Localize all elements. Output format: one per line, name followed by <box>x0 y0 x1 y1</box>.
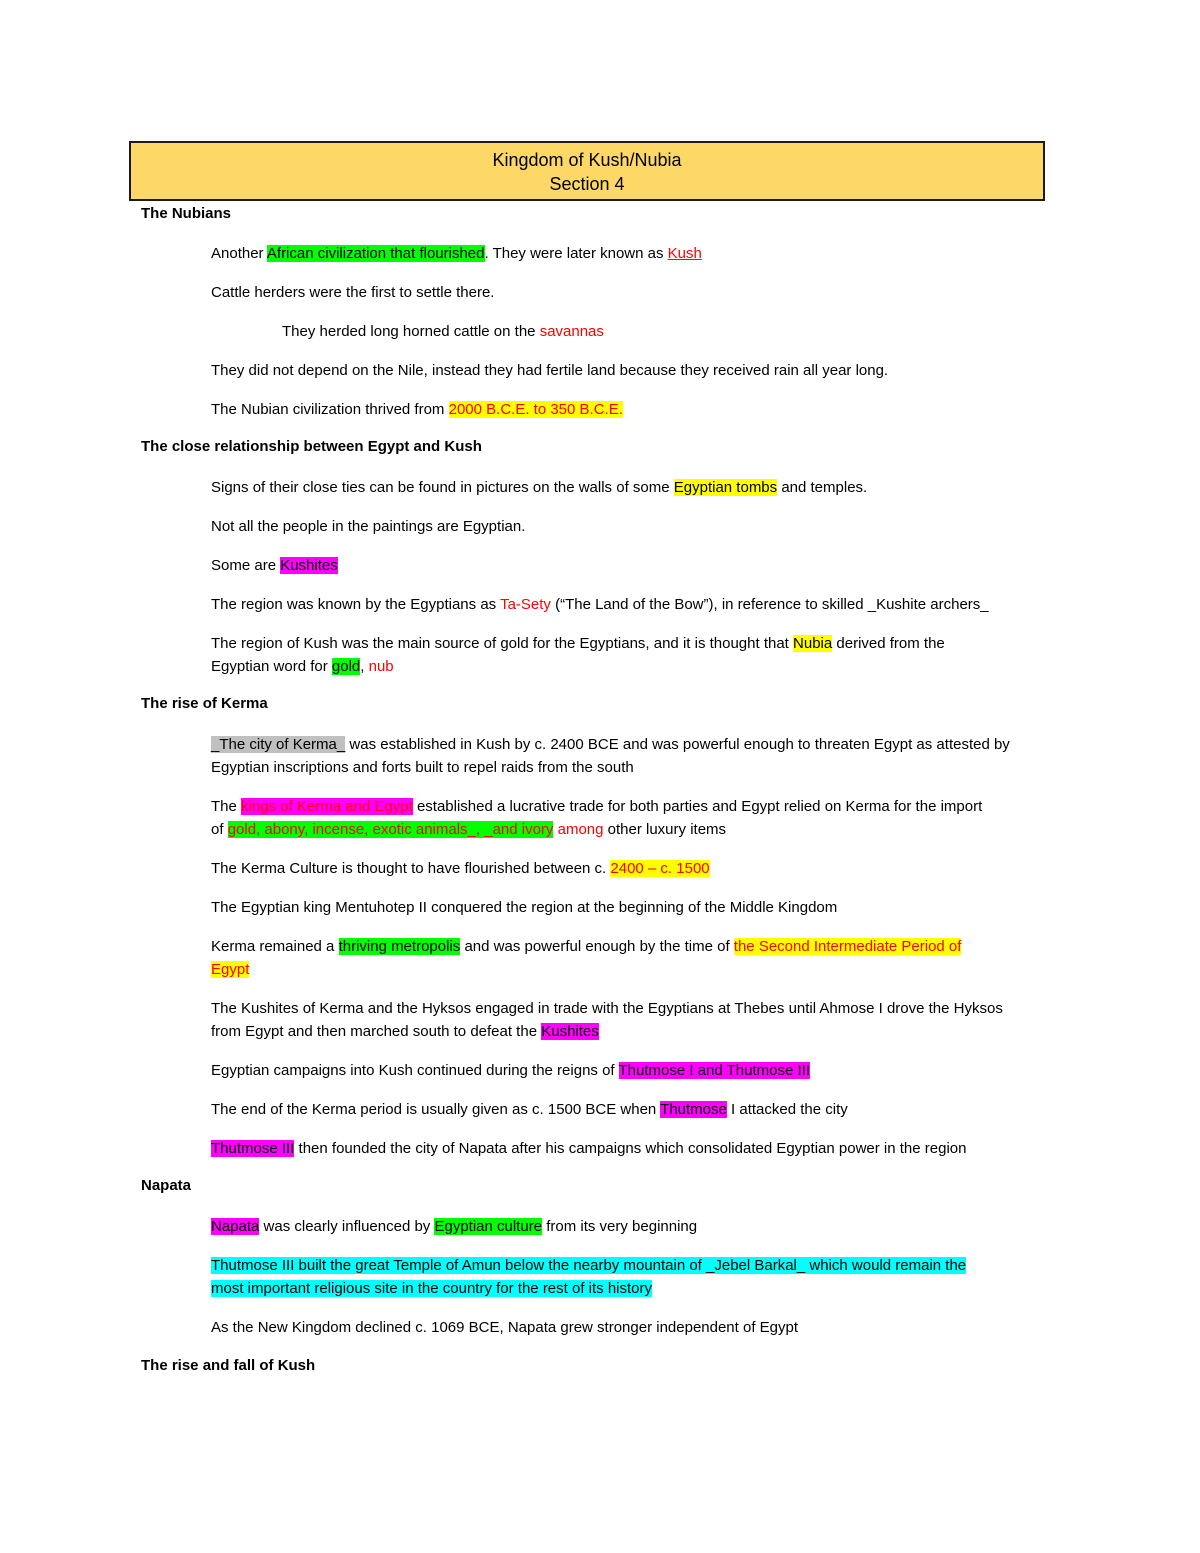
title-line-2: Section 4 <box>549 174 625 194</box>
list-item: They did not depend on the Nile, instead they had fertile land because they received rain all year long. <box>211 362 889 379</box>
list-item: The region of Kush was the main source of gold for the Egyptians, and it is thought that Nubia derived from the Egyptian word for gold, nub <box>211 635 945 675</box>
list-item: The region was known by the Egyptians as Ta-Sety (“The Land of the Bow”), in reference to skilled _Kushite archers_ <box>211 596 989 613</box>
list-item: Not all the people in the paintings are Egyptian. <box>211 518 526 535</box>
list-item: They herded long horned cattle on the savannas <box>282 323 604 340</box>
section-heading-kush: The rise and fall of Kush <box>141 1357 316 1374</box>
list-item: The end of the Kerma period is usually given as c. 1500 BCE when Thutmose I attacked the city <box>211 1101 848 1118</box>
section-heading-relationship: The close relationship between Egypt and Kush <box>141 438 482 455</box>
section-heading-nubians: The Nubians <box>141 205 232 222</box>
list-item: The Kerma Culture is thought to have flourished between c. 2400 – c. 1500 <box>211 860 710 877</box>
list-item: Kerma remained a thriving metropolis and was powerful enough by the time of the Second Intermediate Period of Egypt <box>211 938 962 978</box>
title-line-1: Kingdom of Kush/Nubia <box>492 150 682 170</box>
list-item: _The city of Kerma_ was established in Kush by c. 2400 BCE and was powerful enough to threaten Egypt as attested by Egyptian inscriptions and forts built to repel raids from the south <box>211 736 1010 776</box>
list-item: The Egyptian king Mentuhotep II conquered the region at the beginning of the Middle Kingdom <box>211 899 838 916</box>
list-item: Egyptian campaigns into Kush continued during the reigns of Thutmose I and Thutmose III <box>211 1062 810 1079</box>
section-heading-napata: Napata <box>141 1177 192 1194</box>
list-item: Cattle herders were the first to settle there. <box>211 284 495 301</box>
list-item: Thutmose III then founded the city of Napata after his campaigns which consolidated Egyptian power in the region <box>211 1140 967 1157</box>
list-item: Another African civilization that flourished. They were later known as Kush <box>211 245 702 262</box>
list-item: The kings of Kerma and Egypt established a lucrative trade for both parties and Egypt relied on Kerma for the import of gold, abony, incense, exotic animals_, _and ivory among other luxury items <box>211 798 983 838</box>
list-item: Napata was clearly influenced by Egyptian culture from its very beginning <box>211 1218 698 1235</box>
list-item: Some are Kushites <box>211 557 338 574</box>
list-item: The Nubian civilization thrived from 2000 B.C.E. to 350 B.C.E. <box>211 401 623 418</box>
list-item: Thutmose III built the great Temple of Amun below the nearby mountain of _Jebel Barkal_ which would remain the most important religious site in the country for the rest of its history <box>211 1257 967 1297</box>
section-heading-kerma: The rise of Kerma <box>141 695 268 712</box>
title-box <box>129 141 1045 201</box>
list-item: As the New Kingdom declined c. 1069 BCE, Napata grew stronger independent of Egypt <box>211 1319 799 1336</box>
list-item: Signs of their close ties can be found in pictures on the walls of some Egyptian tombs and temples. <box>211 479 868 496</box>
list-item: The Kushites of Kerma and the Hyksos engaged in trade with the Egyptians at Thebes until Ahmose I drove the Hyksos from Egypt and then marched south to defeat the Kushites <box>211 1000 1003 1040</box>
